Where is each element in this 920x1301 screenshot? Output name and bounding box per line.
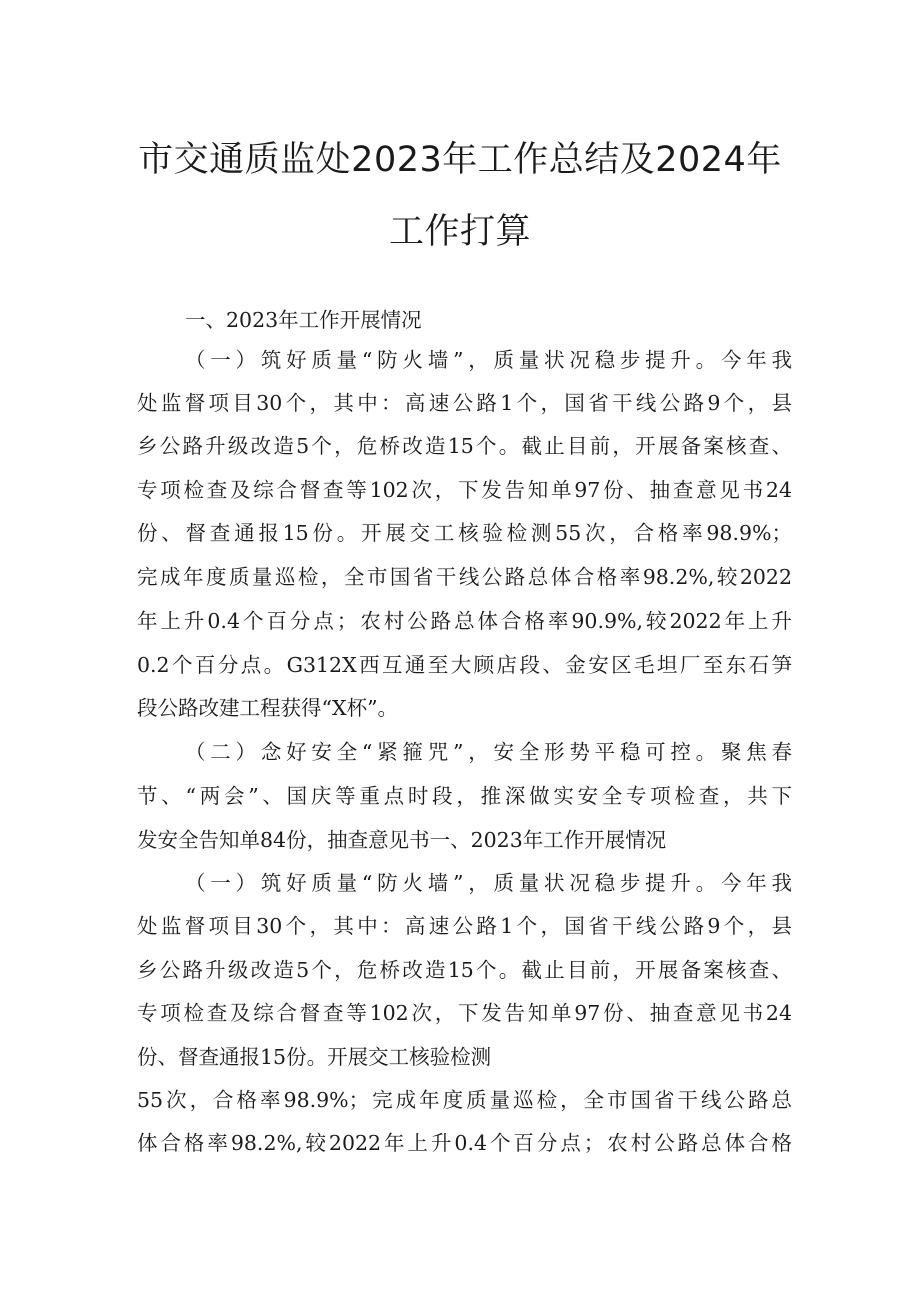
paragraph-line: 处监督项目30个，其中：高速公路1个，国省干线公路9个，县 <box>137 914 792 938</box>
paragraph-line: 完成年度质量巡检，全市国省干线公路总体合格率98.2%,较2022 <box>137 565 792 589</box>
paragraph-line: 专项检查及综合督查等102次，下发告知单97份、抽查意见书24 <box>137 1001 792 1025</box>
paragraph-line: 段公路改建工程获得“X杯”。 <box>137 696 399 720</box>
paragraph-line: 乡公路升级改造5个，危桥改造15个。截止目前，开展备案核查、 <box>137 958 792 982</box>
paragraph-line: 份、督查通报15份。开展交工核验检测 <box>137 1045 492 1069</box>
paragraph-line: 体合格率98.2%,较2022年上升0.4个百分点；农村公路总体合格 <box>137 1131 792 1155</box>
paragraph-line: 乡公路升级改造5个，危桥改造15个。截止目前，开展备案核查、 <box>137 434 792 458</box>
paragraph-line: 发安全告知单84份，抽查意见书一、2023年工作开展情况 <box>137 828 667 852</box>
paragraph-line: 份、督查通报15份。开展交工核验检测55次，合格率98.9%； <box>137 521 792 545</box>
document-title-line-1: 市交通质监处2023年工作总结及2024年 <box>138 140 782 180</box>
paragraph-line: 年上升0.4个百分点；农村公路总体合格率90.9%,较2022年上升 <box>137 609 792 633</box>
paragraph-line: （一）筑好质量“防火墙”，质量状况稳步提升。今年我 <box>185 348 792 372</box>
paragraph-line: 55次，合格率98.9%；完成年度质量巡检，全市国省干线公路总 <box>137 1088 792 1112</box>
paragraph-line: 处监督项目30个，其中：高速公路1个，国省干线公路9个，县 <box>137 391 792 415</box>
paragraph-line: 0.2个百分点。G312X西互通至大顾店段、金安区毛坦厂至东石笋 <box>137 653 792 677</box>
paragraph-line: （一）筑好质量“防火墙”，质量状况稳步提升。今年我 <box>185 871 792 895</box>
paragraph-line: 专项检查及综合督查等102次，下发告知单97份、抽查意见书24 <box>137 478 792 502</box>
paragraph-line: （二）念好安全“紧箍咒”，安全形势平稳可控。聚焦春 <box>185 740 792 764</box>
section-heading: 一、2023年工作开展情况 <box>185 308 422 332</box>
paragraph-line: 节、“两会”、国庆等重点时段，推深做实安全专项检查，共下 <box>137 784 792 808</box>
document-title-line-2: 工作打算 <box>388 212 531 252</box>
